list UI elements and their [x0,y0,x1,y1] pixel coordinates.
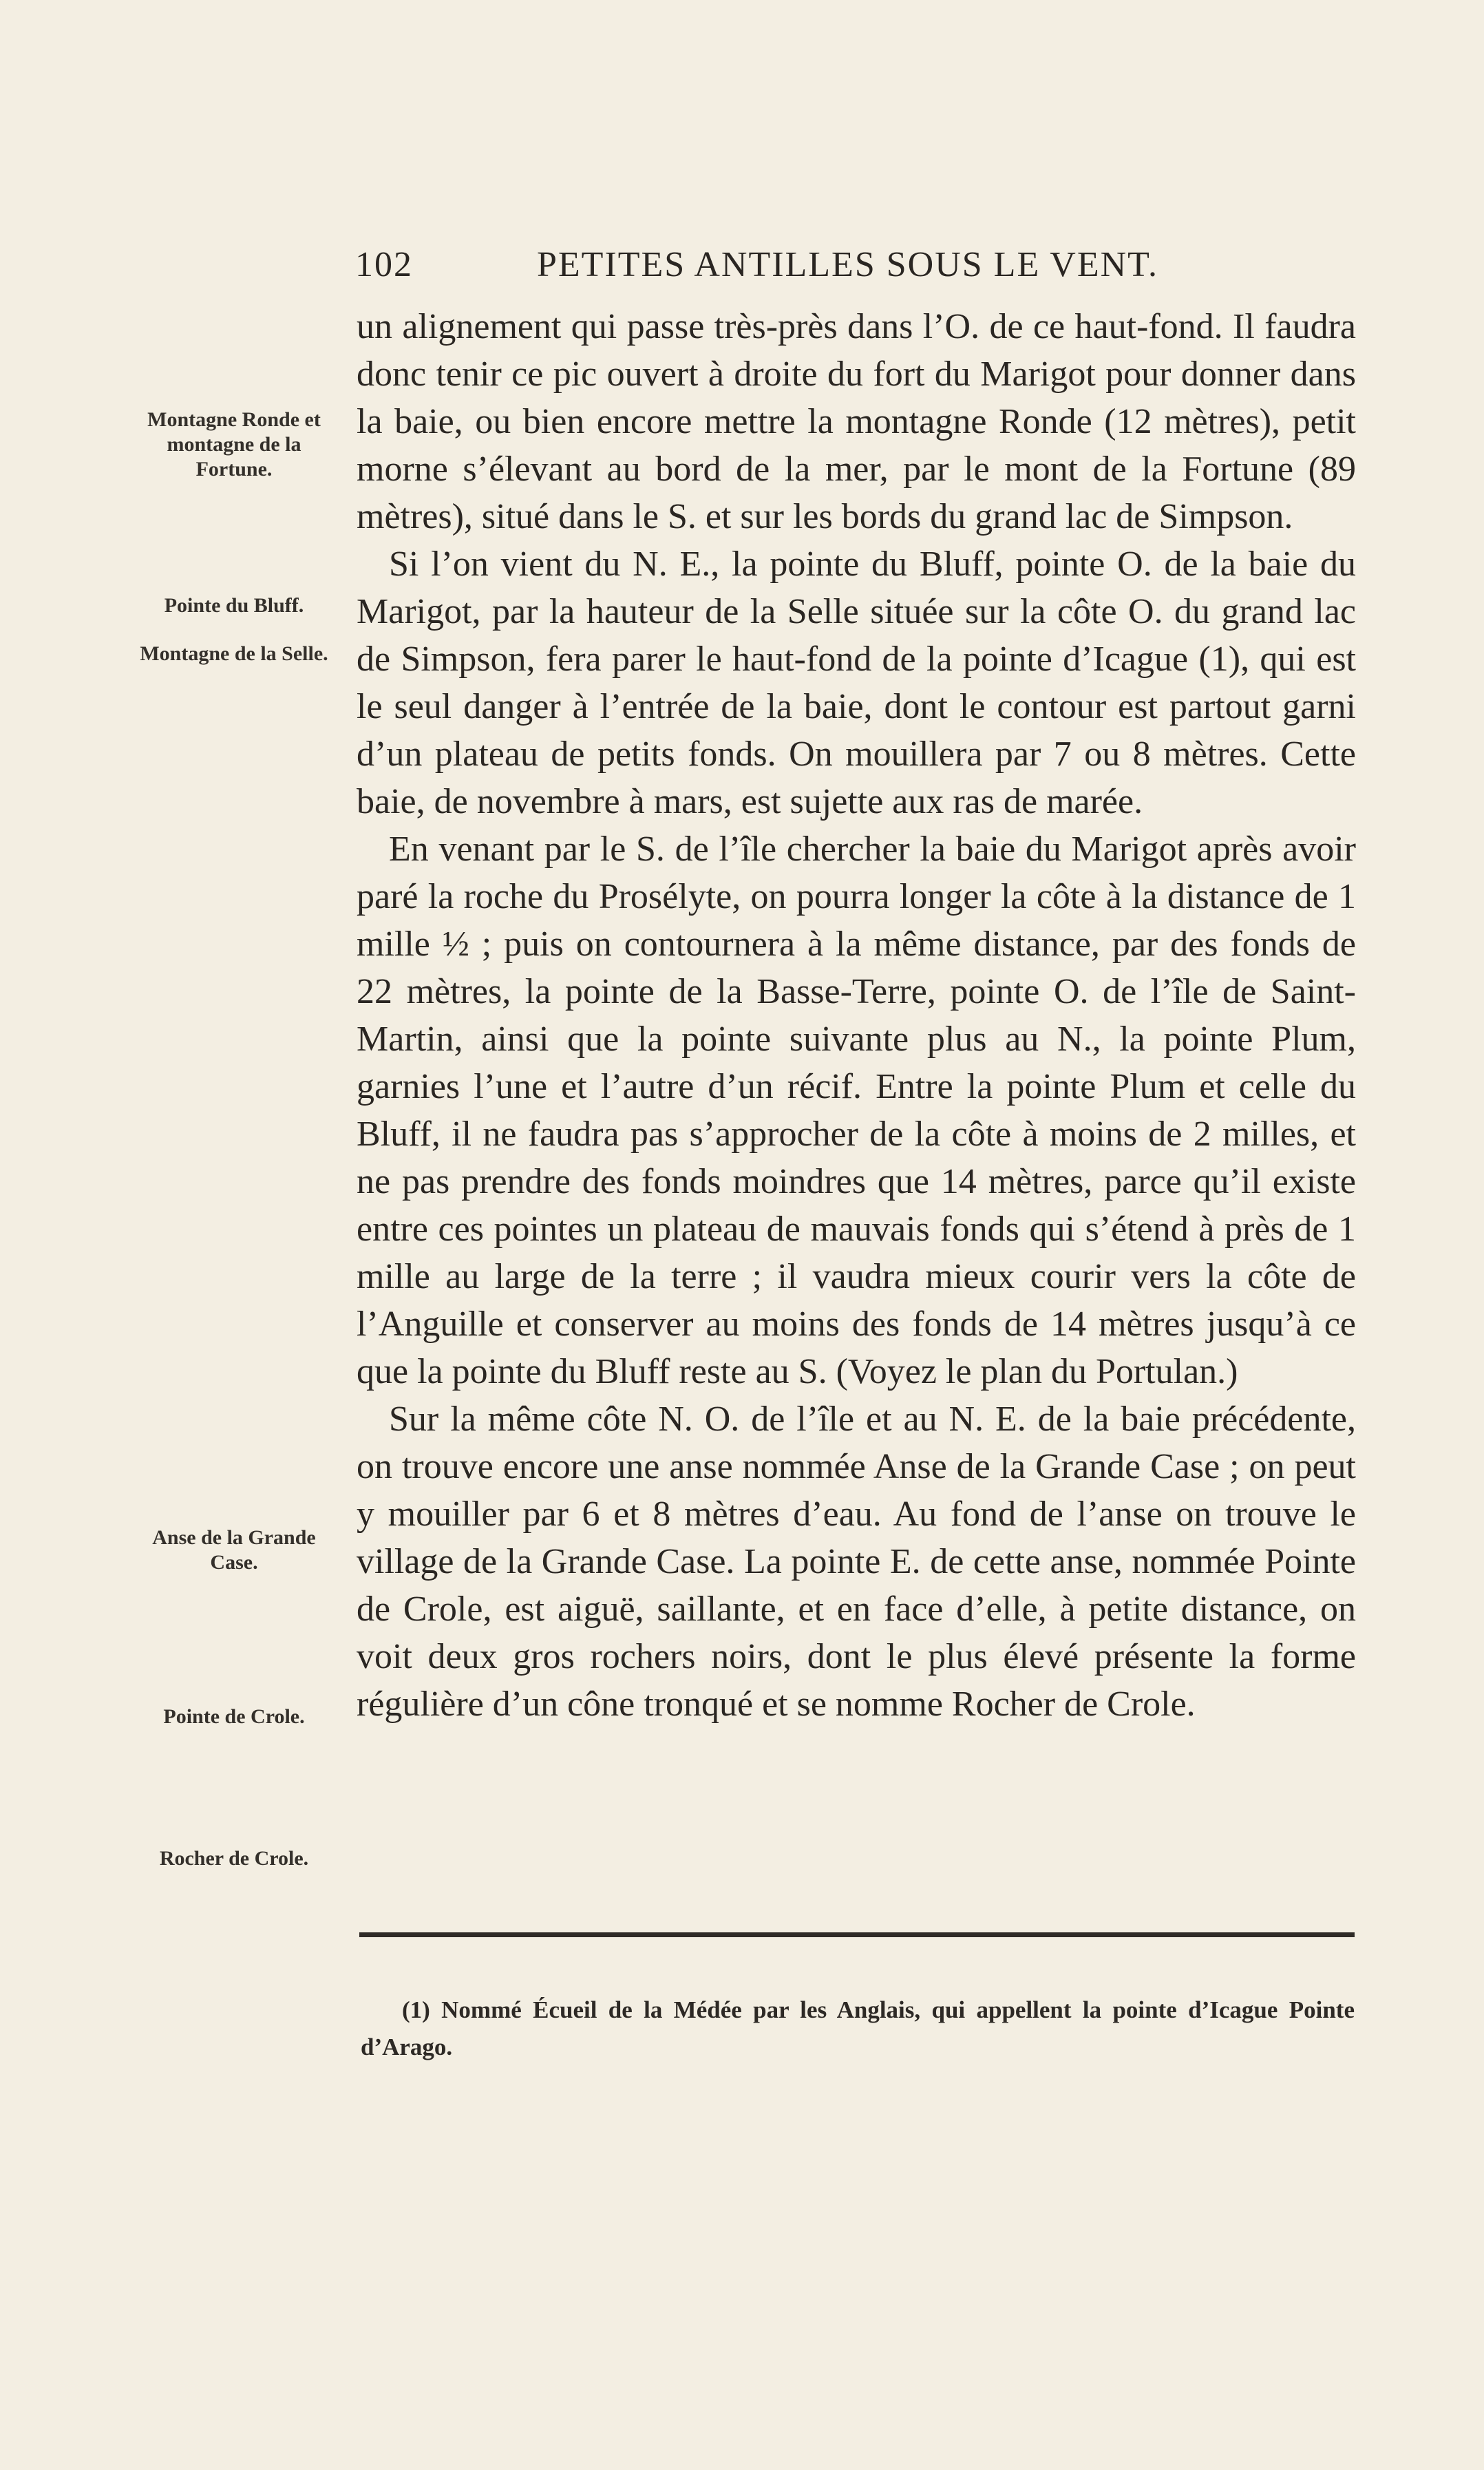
footnote: (1) Nommé Écueil de la Médée par les Anglais, qui appellent la pointe d’Icague Pointe d’Arago. [361,1996,1355,2060]
footnote-divider [359,1932,1355,1937]
page-number: 102 [355,245,413,284]
paragraph: Sur la même côte N. O. de l’île et au N. E. de la baie précédente, on trouve encore une anse nommée Anse de la Grande Case ; on peut y mouiller par 6 et 8 mètres d’eau. Au fond de l’anse on trouve le village de la Grande Case. La pointe E. de cette anse, nommée Pointe de Crole, est aiguë, saillante, et en face d’elle, à petite distance, on voit deux gros rochers noirs, dont le plus élevé présente la forme régulière d’un cône tronqué et se nomme Rocher de Crole. [357,1400,1356,1724]
running-head [355,244,1356,293]
running-title: PETITES ANTILLES SOUS LE VENT. [537,245,1159,284]
main-text [357,303,1356,1728]
paragraph: Si l’on vient du N. E., la pointe du Bluff, pointe O. de la baie du Marigot, par la hauteur de la Selle située sur la côte O. du grand lac de Simpson, fera parer le haut-fond de la pointe d’Icague (1), qui est le seul danger à l’entrée de la baie, dont le contour est partout garni d’un plateau de petits fonds. On mouillera par 7 ou 8 mètres. Cette baie, de novembre à mars, est sujette aux ras de marée. [357,545,1356,821]
sidenote-pointe-de-crole: Pointe de Crole. [163,1705,305,1728]
sidenote-montagne-ronde: Montagne Ronde et montagne de la Fortune. [147,408,321,481]
sidenote-montagne-de-la-selle: Montagne de la Selle. [140,642,328,665]
paragraph: un alignement qui passe très-près dans l’O. de ce haut-fond. Il faudra donc tenir ce pic ouvert à droite du fort du Marigot pour donner dans la baie, ou bien encore mettre la montagne Ronde (12 mètres), petit morne s’élevant au bord de la mer, par le mont de la Fortune (89 mètres), situé dans le S. et sur les bords du grand lac de Simpson. [357,307,1356,536]
paragraph: En venant par le S. de l’île chercher la baie du Marigot après avoir paré la roche du Prosélyte, on pourra longer la côte à la distance de 1 mille ½ ; puis on contournera à la même distance, par des fonds de 22 mètres, la pointe de la Basse-Terre, pointe O. de l’île de Saint-Martin, ainsi que la pointe suivante plus au N., la pointe Plum, garnies l’une et l’autre d’un récif. Entre la pointe Plum et celle du Bluff, il ne faudra pas s’approcher de la côte à moins de 2 milles, et ne pas prendre des fonds moindres que 14 mètres, parce qu’il existe entre ces pointes un plateau de mauvais fonds qui s’étend à près de 1 mille au large de la terre ; il vaudra mieux courir vers la côte de l’Anguille et conserver au moins des fonds de 14 mètres jusqu’à ce que la pointe du Bluff reste au S. (Voyez le plan du Portulan.) [357,830,1356,1391]
sidenote-anse-grande-case: Anse de la Grande Case. [152,1526,316,1574]
sidenote-pointe-du-bluff: Pointe du Bluff. [164,594,304,617]
sidenote-rocher-de-crole: Rocher de Crole. [159,1847,309,1870]
